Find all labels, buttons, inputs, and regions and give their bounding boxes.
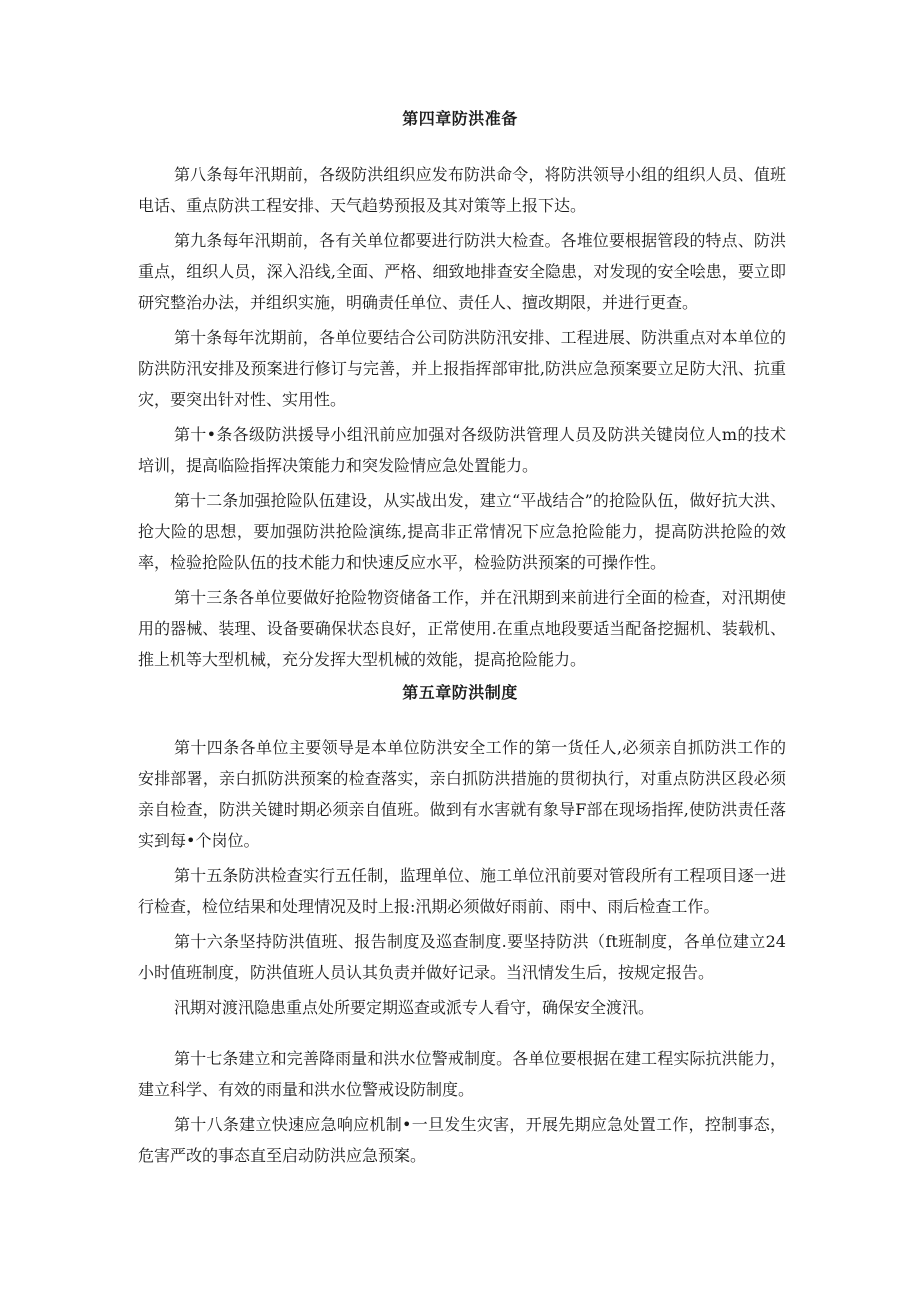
chapter-4-title: 第四章防洪准备: [402, 109, 518, 128]
article-10-paragraph: 第十条每年沈期前，各单位要结合公司防洪防汛安排、工程进展、防洪重点对本单位的防洪防汛安排及预案进行修订与完善，并上报指挥部审批,防洪应急预案要立足防大汛、抗重灾，要突出针对性、实用性。: [138, 328, 786, 409]
chapter-5-title: 第五章防洪制度: [402, 683, 518, 702]
article-13-paragraph: 第十三条各单位要做好抢险物资储备工作，并在汛期到来前进行全面的检查，对汛期使用的器械、装理、设备要确保状态良好，正常使用.在重点地段要适当配备挖掘机、装载机、推上机等大型机械，充分发挥大型机械的效能，提高抢险能力。: [138, 588, 786, 669]
article-11-paragraph: 第十•条各级防洪援导小组汛前应加强对各级防洪管理人员及防洪关键岗位人m的技术培训，提高临险指挥决策能力和突发险情应急处置能力。: [138, 425, 786, 475]
chapter-5-body: [138, 732, 786, 1175]
article-16-paragraph: 第十六条坚持防洪值班、报告制度及巡查制度.要坚持防洪（ft班制度，各单位建立24小时值班制度，防洪值班人员认其负责并做好记录。当汛情发生后，按规定报告。: [138, 932, 786, 982]
article-15-paragraph: 第十五条防洪检查实行五任制，监理单位、施工单位汛前要对管段所有工程项目逐一进行检查，检位结果和处理情况及时上报:汛期必须做好雨前、雨中、雨后检查工作。: [138, 866, 786, 916]
article-14-paragraph: 第十四条各单位主要领导是本单位防洪安全工作的第一货任人,必须亲自抓防洪工作的安排部署，亲白抓防洪预案的检查落实，亲白抓防洪措施的贯彻执行，对重点防洪区段必须亲自检查，防洪关键时期必须亲自值班。做到有水害就有象导F部在现场指挥,使防洪责任落实到每•个岗位。: [138, 738, 786, 850]
article-18-paragraph: 第十八条建立快速应急响应机制•一旦发生灾害，开展先期应急处置工作，控制事态，危害严改的事态直至启动防洪应急预案。: [138, 1115, 786, 1165]
article-17-paragraph: 第十七条建立和完善降雨量和洪水位警戒制度。各单位要根据在建工程实际抗洪能力，建立科学、有效的雨量和洪水位警戒设防制度。: [138, 1049, 786, 1099]
chapter-4-body: [138, 159, 786, 679]
article-8-paragraph: 第八条每年汛期前，各级防洪组织应发布防洪命令，将防洪领导小组的组织人员、值班电话、重点防洪工程安排、天气趋势预报及其对策等上报下达。: [138, 165, 786, 215]
flood-season-patrol-paragraph: 汛期对渡汛隐患重点处所要定期巡查或派专人看守，确保安全渡汛。: [174, 998, 655, 1017]
article-9-paragraph: 第九条每年汛期前，各有关单位都要进行防洪大检查。各堆位要根据管段的特点、防洪重点，组织人员，深入沿线,全面、严格、细致地排查安全隐患，对发现的安全哙患，要立即研究整治办法，并组织实施，明确责任单位、责任人、擅改期限，并进行更查。: [138, 231, 786, 312]
article-12-paragraph: 第十二条加强抢险队伍建设，从实战出发，建立“平战结合”的抢险队伍，做好抗大洪、抢大险的思想，要加强防洪抢险演练,提高非正常情况下应急抢险能力，提高防洪抢险的效率，检验抢险队伍的技术能力和快速反应水平，检验防洪预案的可操作性。: [138, 491, 786, 572]
